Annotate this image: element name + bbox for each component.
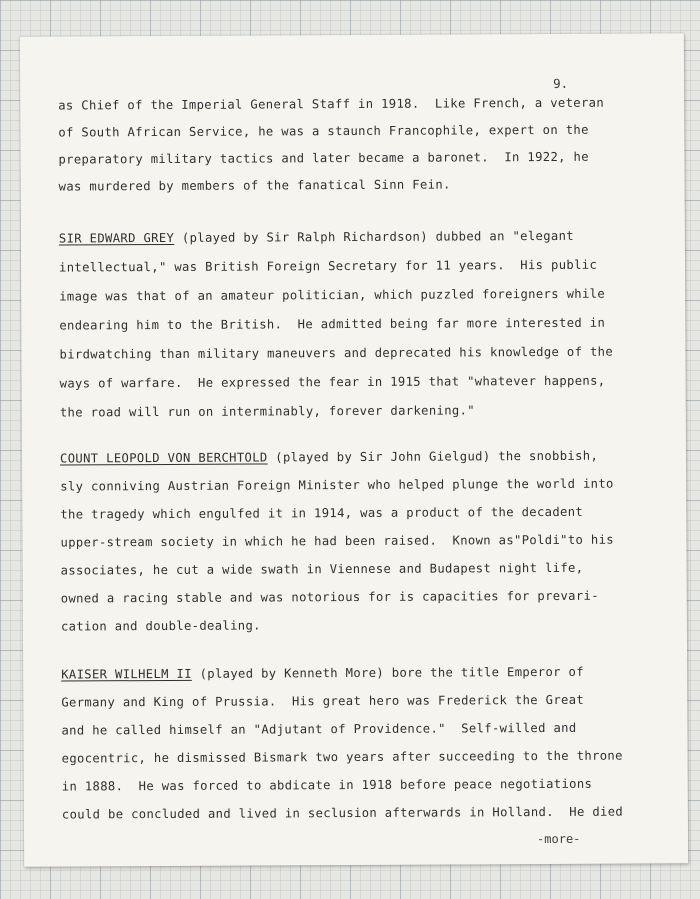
- name-heading: SIR EDWARD GREY: [58, 230, 175, 246]
- text-line: the road will run on interminably, forever darkening.": [59, 403, 475, 420]
- text-line: upper-stream society in which he had been raised. Known as"Poldi"to his: [60, 532, 615, 550]
- text-line: associates, he cut a wide swath in Viennese and Budapest night life,: [60, 560, 584, 578]
- text-line: [60, 449, 598, 466]
- text-line: was murdered by members of the fanatical Sinn Fein.: [58, 177, 451, 194]
- page-number: 9.: [553, 75, 569, 91]
- name-heading: COUNT LEOPOLD VON BERCHTOLD: [60, 450, 268, 466]
- text-line: birdwatching than military maneuvers and deprecated his knowledge of the: [59, 344, 614, 362]
- text-line: as Chief of the Imperial General Staff in 1918. Like French, a veteran: [58, 95, 605, 113]
- text-span: (played by Sir John Gielgud) the snobbish,: [267, 448, 599, 465]
- text-line: endearing him to the British. He admitted being far more interested in: [59, 315, 606, 333]
- name-heading: KAISER WILHELM II: [61, 666, 192, 682]
- text-line: the tragedy which engulfed it in 1914, was a product of the decadent: [60, 504, 584, 522]
- text-line: could be concluded and lived in seclusion afterwards in Holland. He died: [61, 804, 624, 822]
- text-line: [59, 229, 574, 246]
- text-line: cation and double-dealing.: [60, 618, 261, 634]
- text-line: Germany and King of Prussia. His great hero was Frederick the Great: [61, 692, 585, 710]
- text-line: egocentric, he dismissed Bismark two years after succeeding to the throne: [61, 748, 623, 766]
- text-line: and he called himself an "Adjutant of Providence." Self-willed and: [61, 720, 577, 738]
- text-line: intellectual," was British Foreign Secretary for 11 years. His public: [59, 257, 598, 275]
- continuation-marker: -more-: [537, 831, 581, 847]
- text-line: image was that of an amateur politician, which puzzled foreigners while: [59, 286, 606, 304]
- text-line: sly conniving Austrian Foreign Minister who helped plunge the world into: [60, 476, 614, 494]
- text-line: ways of warfare. He expressed the fear in 1915 that "whatever happens,: [59, 373, 606, 391]
- text-line: of South African Service, he was a staunch Francophile, expert on the: [58, 122, 589, 140]
- text-line: owned a racing stable and was notorious for is capacities for prevari-: [60, 588, 599, 606]
- text-line: in 1888. He was forced to abdicate in 1918 before peace negotiations: [61, 776, 593, 794]
- text-span: (played by Kenneth More) bore the title Emperor of: [191, 664, 584, 681]
- document-page: [20, 33, 688, 866]
- text-span: (played by Sir Ralph Richardson) dubbed an "elegant: [174, 228, 574, 245]
- text-line: preparatory military tactics and later became a baronet. In 1922, he: [58, 149, 589, 167]
- text-line: [61, 665, 584, 682]
